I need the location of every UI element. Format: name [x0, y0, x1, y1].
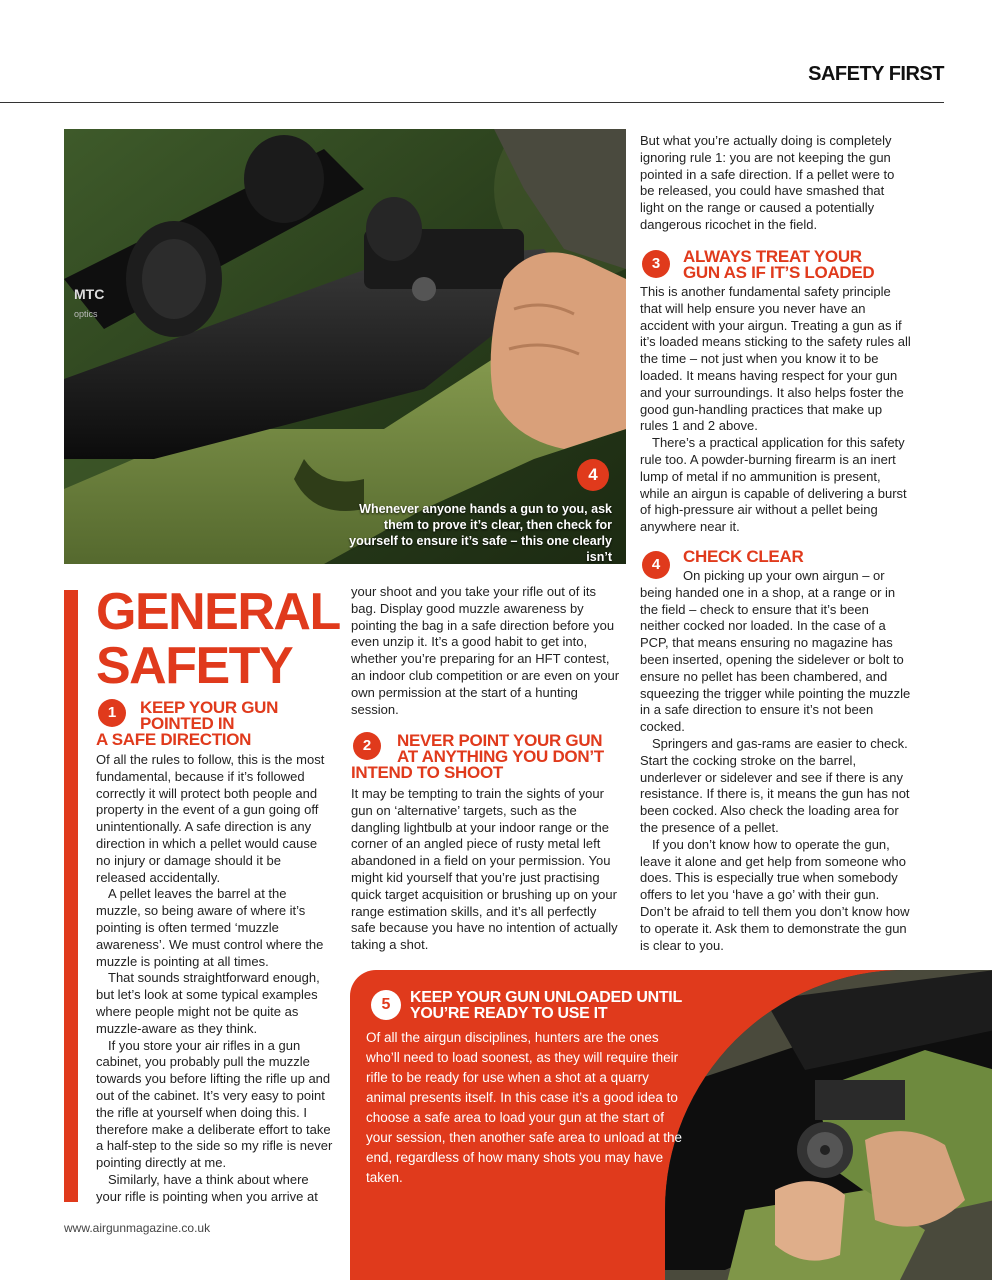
- section-4-body: [640, 568, 912, 954]
- section-2-heading-line-2: AT ANYTHING YOU DON’T: [397, 747, 604, 766]
- section-2-heading-line-3: INTEND TO SHOOT: [351, 763, 503, 782]
- section-5-badge: 5: [371, 990, 401, 1020]
- section-1-paragraph: If you store your air rifles in a gun cabinet, you probably pull the muzzle towards you before lifting the rifle up and out of the cabinet. It’s very easy to point the rifle at yourself when doing this. I therefore make a deliberate effort to take a half-step to the side so my rifle is never pointing directly at me.: [96, 1037, 333, 1171]
- section-5-heading-line-2: YOU’RE READY TO USE IT: [410, 1005, 608, 1022]
- section-3-heading-line-1: ALWAYS TREAT YOUR: [683, 247, 862, 266]
- section-1-body: [96, 752, 334, 1206]
- section-1-heading-line-3: A SAFE DIRECTION: [96, 730, 252, 749]
- rifle-photo: [64, 129, 626, 564]
- section-3-heading-line-2: GUN AS IF IT’S LOADED: [683, 263, 875, 282]
- section-2-continued-paragraph: But what you’re actually doing is completely ignoring rule 1: you are not keeping the gun pointed in a safe direction. If a pellet were to be released, you could have smashed that light on the range or caused a potentially dangerous ricochet in the field.: [640, 133, 895, 232]
- section-4-heading: CHECK CLEAR: [683, 547, 804, 566]
- magazine-photo-illustration: [665, 970, 992, 1280]
- title-line-2: SAFETY: [96, 637, 293, 695]
- section-5-heading-line-1: KEEP YOUR GUN UNLOADED UNTIL: [410, 989, 682, 1006]
- header-divider: [0, 102, 944, 103]
- section-3-body: [640, 284, 912, 536]
- section-4-paragraph: If you don’t know how to operate the gun, leave it alone and get help from someone who does. This is especially true when somebody offers to let you ‘have a go’ with their gun. Don’t be afraid to tell them you don’t know how to operate it. Ask them to demonstrate the gun is clear to you.: [640, 836, 910, 953]
- footer-url: www.airgunmagazine.co.uk: [64, 1221, 211, 1235]
- section-3-badge: 3: [642, 250, 670, 278]
- section-5-body: Of all the airgun disciplines, hunters are the ones who’ll need to load soonest, as they will require their rifle to be ready for use when a shot at a quarry animal presents itself. In this case it’s a good idea to choose a safe area to load your gun at the start of your session, then another safe area to unload at the end, regardless of how many shots you may have taken.: [366, 1030, 682, 1185]
- section-1-heading-line-1: KEEP YOUR GUN: [140, 698, 279, 717]
- section-3-paragraph: This is another fundamental safety principle that will help ensure you never have an accident with your airgun. Treating a gun as if it’s loaded means sticking to the safety rules all the time – not just when you know it to be loaded. It means having respect for your gun and your surroundings. It also helps foster the good gun-handling practices that make up rules 1 and 2 above.: [640, 284, 911, 434]
- section-header: SAFETY FIRST: [808, 63, 944, 85]
- title-line-1: GENERAL: [96, 583, 340, 641]
- scope-brand-text: MTC: [74, 286, 105, 302]
- section-1-continued-paragraph: your shoot and you take your rifle out of its bag. Display good muzzle awareness by pointing the bag in a safe direction before you even unzip it. It’s a good habit to get into, whether you’re preparing for an HFT contest, an indoor club competition or are even on your own permission at the start of a hunting session.: [351, 584, 620, 717]
- photo-badge-4: 4: [577, 459, 609, 491]
- section-5-panel: [350, 970, 992, 1280]
- section-1-paragraph: A pellet leaves the barrel at the muzzle, so being aware of where it’s pointing is often termed ‘muzzle awareness’. We must control where the muzzle is pointing at all times.: [96, 886, 324, 969]
- page-title: [96, 585, 340, 693]
- section-2-heading-line-1: NEVER POINT YOUR GUN: [397, 731, 603, 750]
- section-2-paragraph: It may be tempting to train the sights of your gun on ‘alternative’ targets, such as the dangling lightbulb at your indoor range or the corner of an angled piece of rusty metal left abandoned in a field on your permission. You might kid yourself that you’re just practising quick target acquisition or brushing up on your range estimation skills, and it’s all perfectly safe because you have no intention of actually taking a shot.: [351, 786, 618, 953]
- section-1-paragraph: Similarly, have a think about where your rifle is pointing when you arrive at: [96, 1171, 318, 1204]
- section-1-paragraph: That sounds straightforward enough, but let’s look at some typical examples where people might not be quite as muzzle-aware as they think.: [96, 970, 320, 1036]
- section-1-paragraph: Of all the rules to follow, this is the most fundamental, because if it’s followed correctly it will protect both people and property in the event of a gun going off unintentionally. A safe direction is any direction in which a pellet would cause no injury or damage should it be released accidentally.: [96, 752, 325, 885]
- red-accent-bar: [64, 590, 78, 1202]
- section-4-paragraph: Springers and gas-rams are easier to check. Start the cocking stroke on the barrel, underlever or sidelever and see if there is any resistance. If there is, it means the gun has not been cocked. Also check the loading area for the presence of a pellet.: [640, 735, 910, 835]
- section-1-continued: [351, 584, 621, 718]
- section-1-badge: 1: [98, 699, 126, 727]
- section-2-continued: [640, 133, 910, 234]
- section-4-paragraph: On picking up your own airgun – or being handed one in a shop, at a range or in the field – check to ensure that it’s been neither cocked nor loaded. In the case of a PCP, that means ensuring no magazine has been inserted, opening the sidelever or bolt to ensure no pellet has been chambered, and squeezing the trigger while pointing the muzzle in a safe direction to ensure it’s not been cocked.: [640, 568, 911, 735]
- section-2-badge: 2: [353, 732, 381, 760]
- scope-optics-text: optics: [74, 309, 98, 319]
- section-4-badge: 4: [642, 551, 670, 579]
- section-1-heading: [96, 700, 336, 748]
- photo-caption: Whenever anyone hands a gun to you, ask them to prove it’s clear, then check for yourself to ensure it’s safe – this one clearly isn’t: [349, 502, 612, 564]
- section-3-heading: [683, 249, 923, 281]
- section-1-heading-line-2: POINTED IN: [140, 714, 235, 733]
- section-3-paragraph: There’s a practical application for this safety rule too. A powder-burning firearm is an inert lump of metal if no ammunition is present, while an airgun is capable of delivering a burst of high-pressure air without a pellet being anywhere near it.: [640, 435, 907, 535]
- magazine-loading-photo: [665, 970, 992, 1280]
- section-2-body: [351, 786, 621, 954]
- section-2-heading: [351, 733, 621, 781]
- section-5-heading: [410, 990, 710, 1022]
- rifle-photo-illustration: [64, 129, 626, 564]
